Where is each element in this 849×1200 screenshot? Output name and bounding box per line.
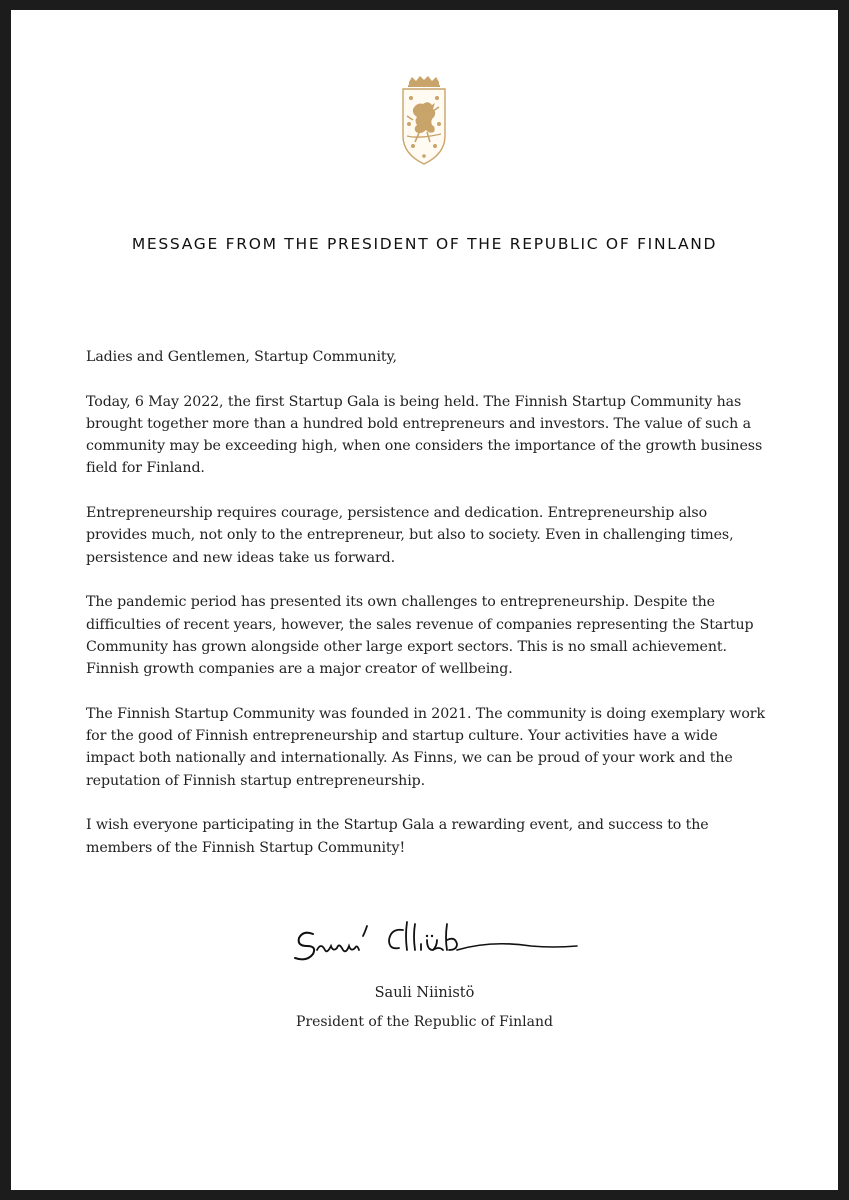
paragraph-5: I wish everyone participating in the Startup Gala a rewarding event, and success to the members of the Finnish Startup Community! (86, 817, 709, 856)
letter-page (11, 10, 838, 1190)
paragraph-3: The pandemic period has presented its own challenges to entrepreneurship. Despite the difficulties of recent years, however, the sales revenue of companies representing the Startup Community has grown alongside other large export sectors. This is no small achievement. Finnish growth companies are a major creator of wellbeing. (86, 594, 754, 678)
paragraph-4: The Finnish Startup Community was founded in 2021. The community is doing exemplary work for the good of Finnish entrepreneurship and startup culture. Your activities have a wide impact both nationally and internationally. As Finns, we can be proud of your work and the reputation of Finnish startup entrepreneurship. (86, 705, 765, 789)
signatory-name: Sauli Niinistö (374, 985, 475, 1001)
paragraph-1: Today, 6 May 2022, the first Startup Gala is being held. The Finnish Startup Community has brought together more than a hundred bold entrepreneurs and investors. The value of such a community may be exceeding high, when one considers the importance of the growth business field for Finland. (86, 393, 763, 477)
letter-heading: MESSAGE FROM THE PRESIDENT OF THE REPUBLIC OF FINLAND (131, 235, 718, 253)
signature-image (291, 916, 581, 968)
letter-body (86, 346, 766, 881)
signatory-title: President of the Republic of Finland (296, 1014, 553, 1030)
paragraph-2: Entrepreneurship requires courage, persistence and dedication. Entrepreneurship also provides much, not only to the entrepreneur, but also to society. Even in challenging times, persistence and new ideas take us forward. (86, 505, 734, 566)
salutation: Ladies and Gentlemen, Startup Community, (86, 349, 397, 365)
coat-of-arms-icon (399, 76, 449, 166)
